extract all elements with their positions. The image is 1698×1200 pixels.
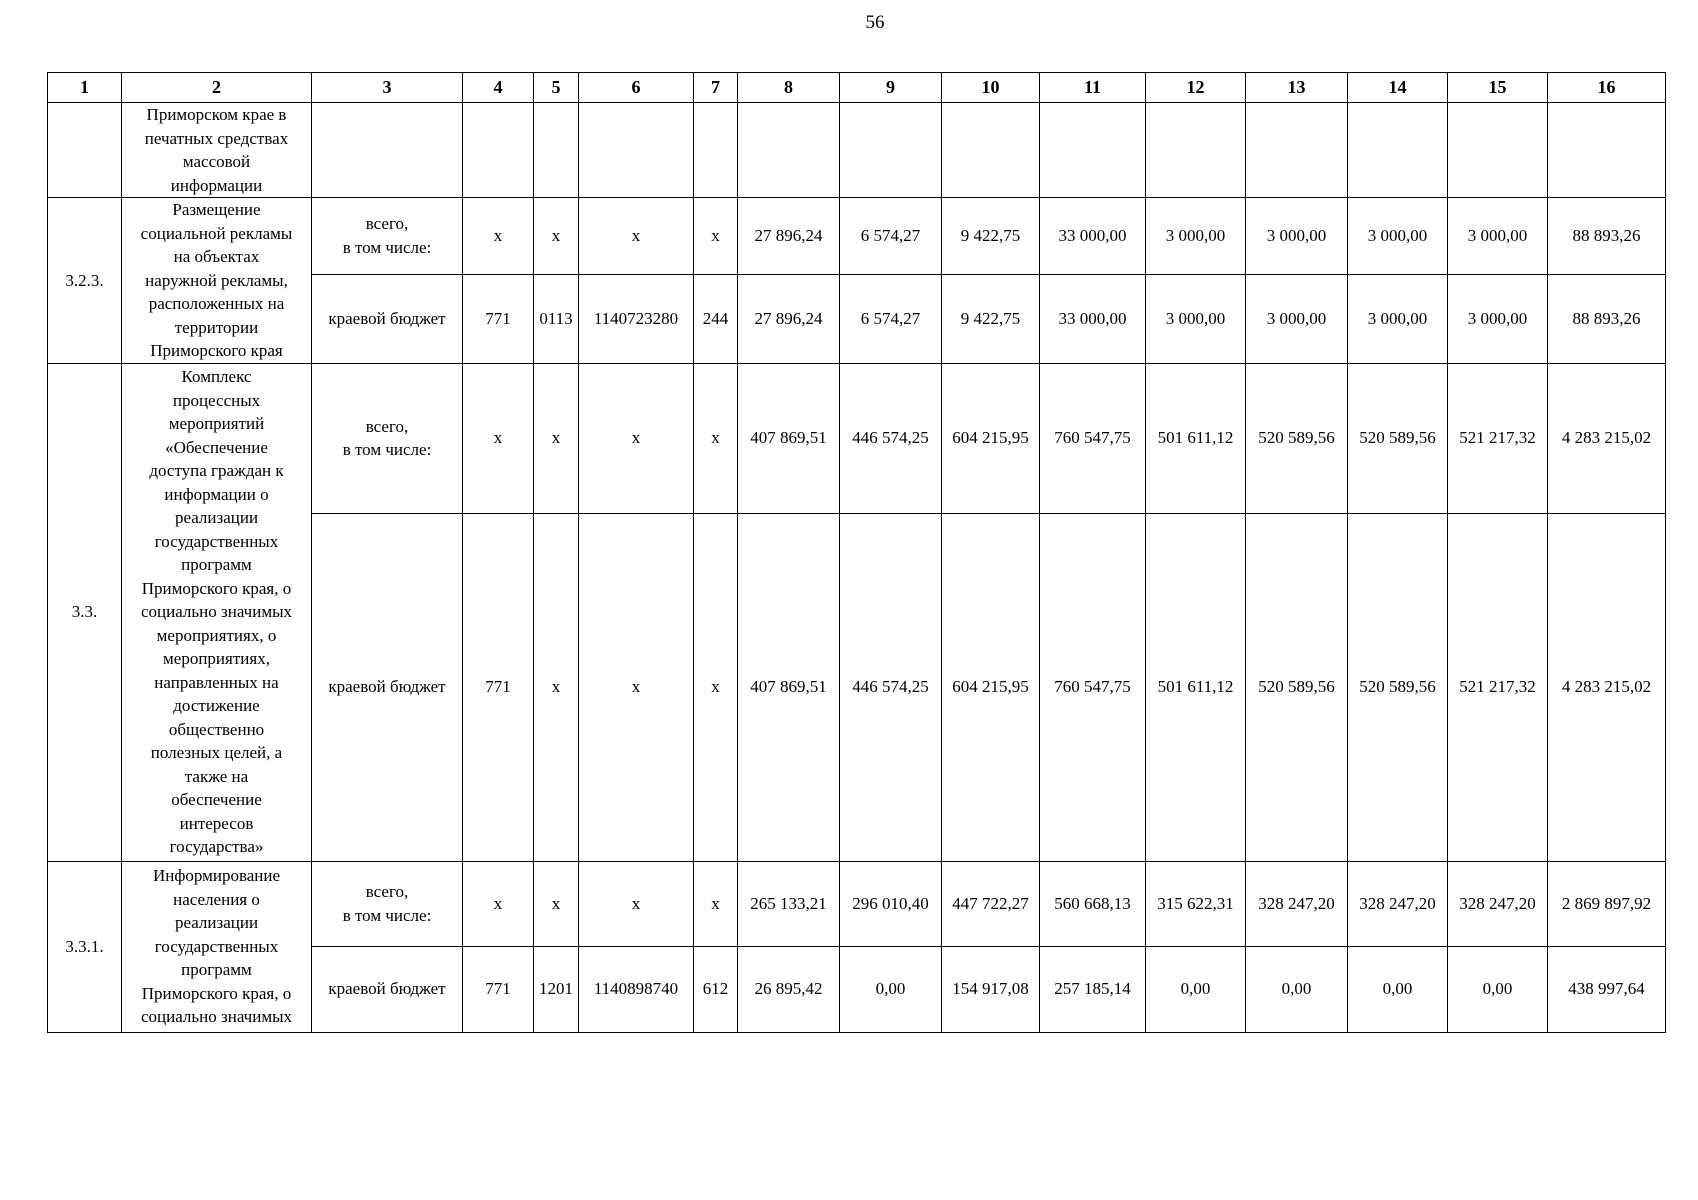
code-cell-c6: 1140898740 — [579, 946, 694, 1032]
amount-cell: 4 283 215,02 — [1548, 363, 1666, 513]
code-cell-c5: 1201 — [534, 946, 579, 1032]
funding-source — [312, 363, 463, 513]
amount-cell: 560 668,13 — [1040, 861, 1146, 946]
code-cell-c4: 771 — [463, 513, 534, 861]
code-cell-c6: x — [579, 198, 694, 275]
empty-cell — [1040, 103, 1146, 198]
empty-cell — [694, 103, 738, 198]
text-line: наружной рекламы, — [145, 270, 288, 290]
amount-cell: 760 547,75 — [1040, 363, 1146, 513]
table-row — [48, 861, 1666, 946]
amount-cell: 328 247,20 — [1448, 861, 1548, 946]
row-name — [122, 198, 312, 364]
text-line: государственных — [154, 936, 279, 956]
row-code: 3.3. — [48, 363, 122, 861]
text-line: мероприятиях, — [163, 649, 270, 669]
amount-cell: 33 000,00 — [1040, 198, 1146, 275]
column-header-12: 12 — [1146, 73, 1246, 103]
text-line: также на — [184, 766, 249, 786]
amount-cell: 88 893,26 — [1548, 274, 1666, 363]
text-line: государственных — [154, 531, 279, 551]
amount-cell: 88 893,26 — [1548, 198, 1666, 275]
row-code — [48, 103, 122, 198]
funding-source — [312, 946, 463, 1032]
column-header-3: 3 — [312, 73, 463, 103]
amount-cell: 3 000,00 — [1348, 274, 1448, 363]
text-line: общественно — [168, 719, 265, 739]
column-header-8: 8 — [738, 73, 840, 103]
text-line: социальной рекламы — [140, 223, 293, 243]
text-line: территории — [174, 317, 259, 337]
empty-cell — [463, 103, 534, 198]
table-row — [48, 198, 1666, 275]
column-header-1: 1 — [48, 73, 122, 103]
amount-cell: 501 611,12 — [1146, 513, 1246, 861]
empty-cell — [738, 103, 840, 198]
text-line: краевой бюджет — [328, 979, 446, 999]
empty-cell — [1246, 103, 1348, 198]
text-line: мероприятий — [168, 414, 265, 434]
amount-cell: 6 574,27 — [840, 198, 942, 275]
column-header-15: 15 — [1448, 73, 1548, 103]
code-cell-c7: 244 — [694, 274, 738, 363]
funding-source — [312, 861, 463, 946]
text-line: населения о — [173, 889, 260, 909]
code-cell-c4: x — [463, 861, 534, 946]
code-cell-c7: x — [694, 198, 738, 275]
code-cell-c4: 771 — [463, 946, 534, 1032]
header-row — [48, 73, 1666, 103]
amount-cell: 265 133,21 — [738, 861, 840, 946]
text-line: в том числе: — [342, 237, 432, 257]
text-line: интересов — [179, 813, 254, 833]
empty-cell — [1348, 103, 1448, 198]
column-header-16: 16 — [1548, 73, 1666, 103]
amount-cell: 447 722,27 — [942, 861, 1040, 946]
text-line: достижение — [173, 696, 260, 716]
funding-source — [312, 274, 463, 363]
empty-cell — [312, 103, 463, 198]
text-line: краевой бюджет — [328, 677, 446, 697]
amount-cell: 26 895,42 — [738, 946, 840, 1032]
row-code: 3.3.1. — [48, 861, 122, 1032]
text-line: социально значимых — [140, 602, 293, 622]
empty-cell — [579, 103, 694, 198]
code-cell-c4: 771 — [463, 274, 534, 363]
text-line: печатных средствах — [144, 128, 289, 148]
code-cell-c6: 1140723280 — [579, 274, 694, 363]
funding-source — [312, 513, 463, 861]
text-line: расположенных на — [148, 294, 285, 313]
empty-cell — [534, 103, 579, 198]
column-header-9: 9 — [840, 73, 942, 103]
text-line: массовой — [182, 152, 251, 171]
amount-cell: 328 247,20 — [1348, 861, 1448, 946]
column-header-14: 14 — [1348, 73, 1448, 103]
row-code: 3.2.3. — [48, 198, 122, 364]
amount-cell: 446 574,25 — [840, 363, 942, 513]
amount-cell: 27 896,24 — [738, 274, 840, 363]
text-line: процессных — [172, 390, 261, 410]
code-cell-c6: x — [579, 513, 694, 861]
amount-cell: 3 000,00 — [1246, 274, 1348, 363]
text-line: реализации — [174, 913, 259, 933]
column-header-11: 11 — [1040, 73, 1146, 103]
text-line: всего, — [365, 416, 409, 436]
empty-cell — [942, 103, 1040, 198]
amount-cell: 3 000,00 — [1146, 274, 1246, 363]
code-cell-c5: x — [534, 363, 579, 513]
page-number: 56 — [865, 12, 885, 33]
amount-cell: 3 000,00 — [1146, 198, 1246, 275]
column-header-7: 7 — [694, 73, 738, 103]
text-line: на объектах — [173, 247, 260, 266]
column-header-13: 13 — [1246, 73, 1348, 103]
code-cell-c5: x — [534, 198, 579, 275]
row-name — [122, 363, 312, 861]
amount-cell: 446 574,25 — [840, 513, 942, 861]
text-line: обеспечение — [171, 790, 262, 810]
text-line: в том числе: — [342, 905, 432, 925]
text-line: доступа граждан к — [149, 461, 284, 481]
amount-cell: 520 589,56 — [1246, 513, 1348, 861]
empty-cell — [1448, 103, 1548, 198]
column-header-6: 6 — [579, 73, 694, 103]
column-header-2: 2 — [122, 73, 312, 103]
amount-cell: 33 000,00 — [1040, 274, 1146, 363]
funding-source — [312, 198, 463, 275]
code-cell-c5: x — [534, 513, 579, 861]
code-cell-c5: 0113 — [534, 274, 579, 363]
text-line: Приморского края — [150, 341, 283, 360]
code-cell-c4: x — [463, 198, 534, 275]
amount-cell: 438 997,64 — [1548, 946, 1666, 1032]
column-header-10: 10 — [942, 73, 1040, 103]
code-cell-c6: x — [579, 861, 694, 946]
amount-cell: 6 574,27 — [840, 274, 942, 363]
code-cell-c7: x — [694, 861, 738, 946]
text-line: Информирование — [152, 866, 281, 886]
amount-cell: 0,00 — [840, 946, 942, 1032]
text-line: Размещение — [172, 200, 261, 219]
amount-cell: 257 185,14 — [1040, 946, 1146, 1032]
amount-cell: 0,00 — [1348, 946, 1448, 1032]
text-line: мероприятиях, о — [156, 625, 277, 645]
code-cell-c7: 612 — [694, 946, 738, 1032]
code-cell-c6: x — [579, 363, 694, 513]
amount-cell: 296 010,40 — [840, 861, 942, 946]
row-name — [122, 861, 312, 1032]
amount-cell: 521 217,32 — [1448, 513, 1548, 861]
text-line: краевой бюджет — [328, 308, 446, 328]
text-line: в том числе: — [342, 440, 432, 459]
text-line: информации — [170, 175, 263, 195]
amount-cell: 9 422,75 — [942, 198, 1040, 275]
amount-cell: 0,00 — [1146, 946, 1246, 1032]
code-cell-c7: x — [694, 363, 738, 513]
amount-cell: 3 000,00 — [1448, 198, 1548, 275]
budget-table — [47, 72, 1666, 1033]
text-line: направленных на — [154, 672, 279, 692]
text-line: социально значимых — [140, 1007, 293, 1027]
text-line: информации о — [164, 484, 269, 504]
amount-cell: 154 917,08 — [942, 946, 1040, 1032]
text-line: программ — [181, 960, 252, 980]
text-line: Приморского края, о — [141, 578, 292, 598]
text-line: Комплекс — [181, 367, 252, 387]
amount-cell: 2 869 897,92 — [1548, 861, 1666, 946]
amount-cell: 3 000,00 — [1348, 198, 1448, 275]
amount-cell: 328 247,20 — [1246, 861, 1348, 946]
text-line: полезных целей, а — [150, 743, 283, 763]
amount-cell: 760 547,75 — [1040, 513, 1146, 861]
amount-cell: 520 589,56 — [1246, 363, 1348, 513]
table-row — [48, 363, 1666, 513]
amount-cell: 520 589,56 — [1348, 363, 1448, 513]
amount-cell: 0,00 — [1246, 946, 1348, 1032]
amount-cell: 315 622,31 — [1146, 861, 1246, 946]
amount-cell: 3 000,00 — [1246, 198, 1348, 275]
column-header-4: 4 — [463, 73, 534, 103]
amount-cell: 407 869,51 — [738, 363, 840, 513]
row-name — [122, 103, 312, 198]
amount-cell: 501 611,12 — [1146, 363, 1246, 513]
code-cell-c7: x — [694, 513, 738, 861]
text-line: всего, — [365, 882, 409, 901]
amount-cell: 604 215,95 — [942, 513, 1040, 861]
text-line: всего, — [365, 214, 409, 234]
text-line: Приморском крае в — [146, 105, 287, 124]
amount-cell: 3 000,00 — [1448, 274, 1548, 363]
amount-cell: 520 589,56 — [1348, 513, 1448, 861]
empty-cell — [840, 103, 942, 198]
amount-cell: 407 869,51 — [738, 513, 840, 861]
amount-cell: 9 422,75 — [942, 274, 1040, 363]
table-row — [48, 103, 1666, 198]
amount-cell: 604 215,95 — [942, 363, 1040, 513]
text-line: государства» — [169, 837, 264, 857]
amount-cell: 4 283 215,02 — [1548, 513, 1666, 861]
column-header-5: 5 — [534, 73, 579, 103]
text-line: реализации — [174, 508, 259, 528]
amount-cell: 521 217,32 — [1448, 363, 1548, 513]
text-line: «Обеспечение — [165, 437, 268, 457]
text-line: Приморского края, о — [141, 983, 292, 1003]
amount-cell: 0,00 — [1448, 946, 1548, 1032]
text-line: программ — [181, 555, 252, 575]
amount-cell: 27 896,24 — [738, 198, 840, 275]
empty-cell — [1548, 103, 1666, 198]
empty-cell — [1146, 103, 1246, 198]
code-cell-c5: x — [534, 861, 579, 946]
code-cell-c4: x — [463, 363, 534, 513]
